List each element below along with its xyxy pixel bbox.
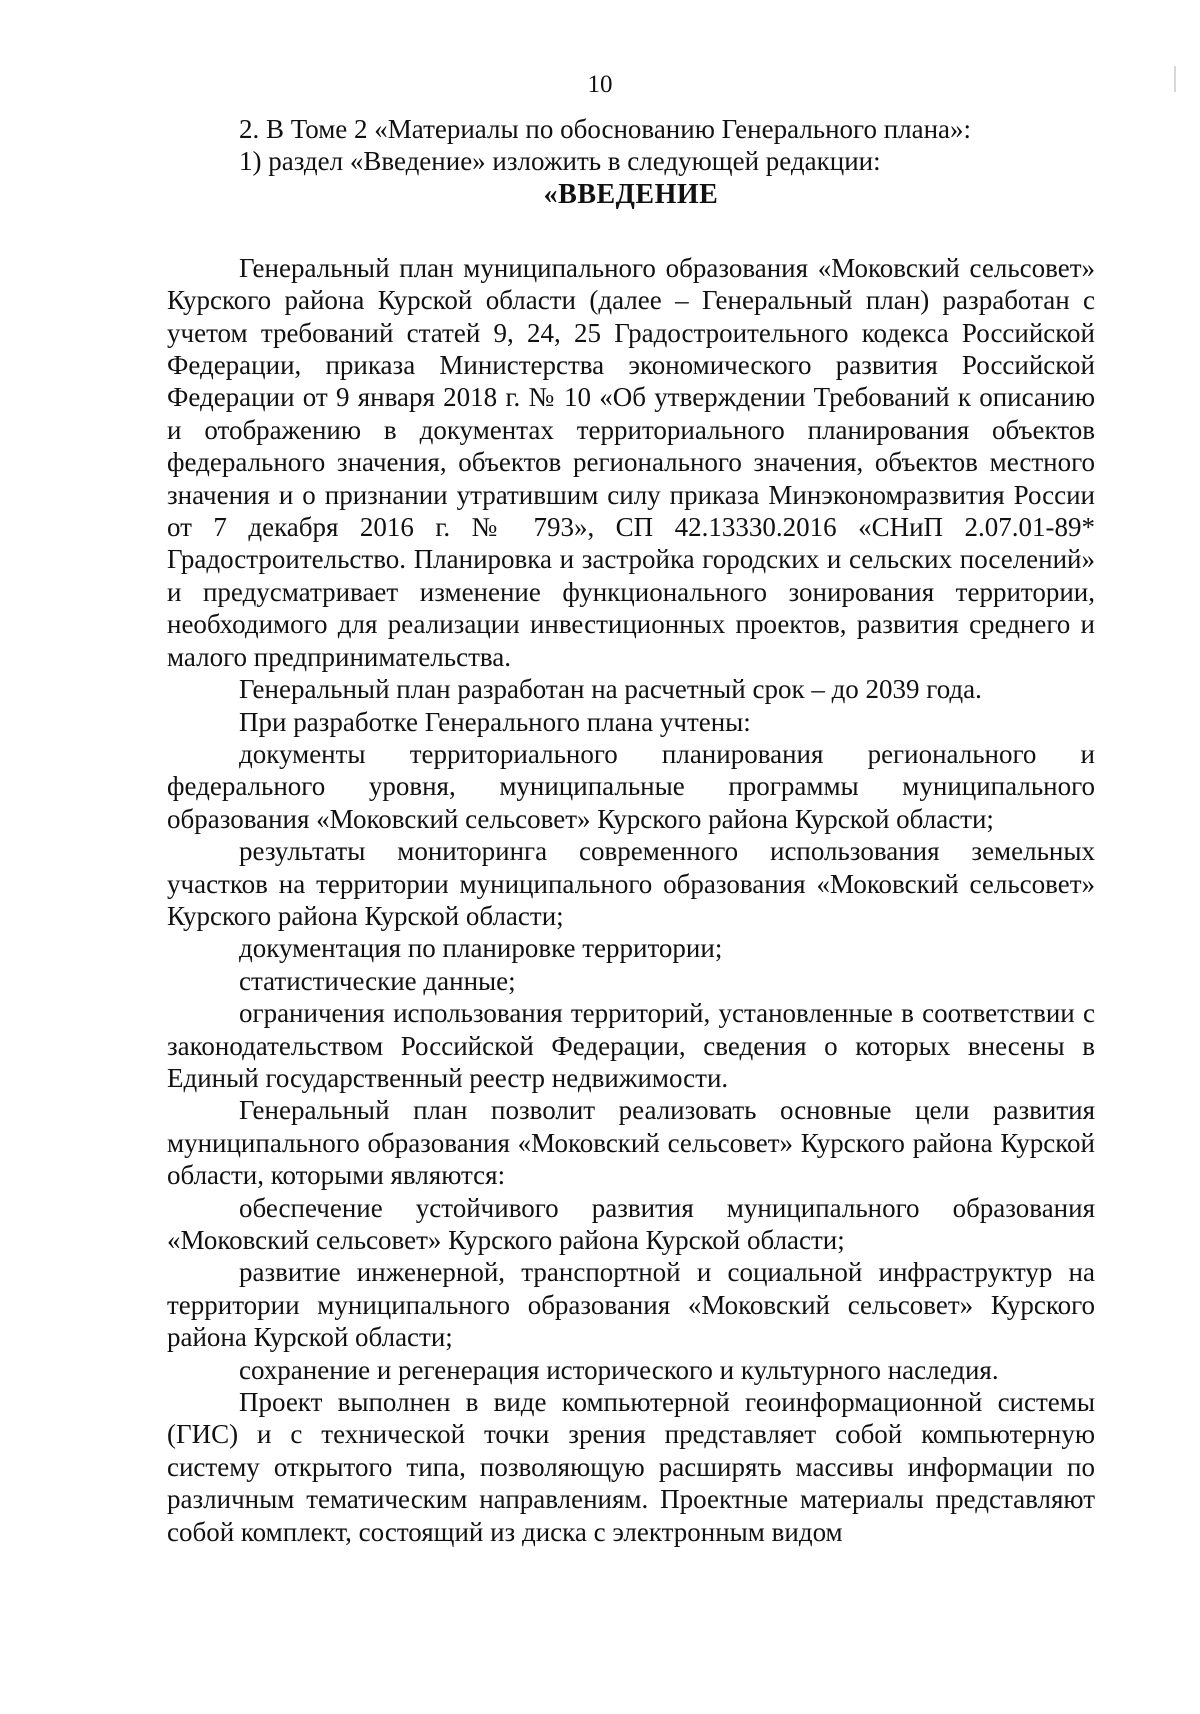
list-item-territory-restrictions: ограничения использования территорий, установленные в соответствии с законодательством Российской Федерации, сведения о которых внесены в Единый государственный реестр недвижимости. <box>167 998 1095 1093</box>
paragraph-calculation-period: Генеральный план разработан на расчетный срок – до 2039 года. <box>239 674 982 705</box>
paragraph-considered-list-intro: При разработке Генерального плана учтены: <box>239 706 751 737</box>
list-item-monitoring-results: результаты мониторинга современного использования земельных участков на территории муниципального образования «Моковский сельсовет» Курского района Курской области; <box>167 836 1095 931</box>
document-body <box>167 113 1095 1548</box>
list-item-planning-documents: документы территориального планирования регионального и федерального уровня, муниципальные программы муниципального образования «Моковский сельсовет» Курского района Курской области; <box>167 738 1095 834</box>
list-item-planning-documentation: документация по планировке территории; <box>239 933 723 964</box>
heading-spacer <box>167 212 1095 252</box>
page-number: 10 <box>587 71 613 98</box>
list-item-heritage-preservation: сохранение и регенерация исторического и культурного наследия. <box>239 1354 999 1385</box>
section-heading: «ВВЕДЕНИЕ <box>543 178 719 210</box>
list-item-infrastructure-development: развитие инженерной, транспортной и социальной инфраструктур на территории муниципального образования «Моковский сельсовет» Курского района Курской области; <box>167 1257 1095 1353</box>
list-item-sustainable-development: обеспечение устойчивого развития муниципального образования «Моковский сельсовет» Курского района Курской области; <box>167 1192 1095 1255</box>
intro-line-volume: 2. В Томе 2 «Материалы по обоснованию Генерального плана»: <box>239 114 972 144</box>
paragraph-development-goals: Генеральный план позволит реализовать основные цели развития муниципального образования «Моковский сельсовет» Курского района Курской области, которыми являются: <box>167 1095 1095 1191</box>
intro-line-section: 1) раздел «Введение» изложить в следующей редакции: <box>239 146 881 177</box>
paragraph-general-plan-basis: Генеральный план муниципального образования «Моковский сельсовет» Курского района Курской области (далее – Генеральный план) разработан с учетом требований статей 9, 24, 25 Градостроительного кодекса Российской Федерации, приказа Министерства экономического развития Российской Федерации от 9 января 2018 г. № 10 «Об утверждении Требований к описанию и отображению в документах территориального планирования объектов федерального значения, объектов регионального значения, объектов местного значения и о признании утратившим силу приказа Минэкономразвития России от 7 декабря 2016 г. № 793», СП 42.13330.2016 «СНиП 2.07.01-89* Градостроительство. Планировка и застройка городских и сельских поселений» и предусматривает изменение функционального зонирования территории, необходимого для реализации инвестиционных проектов, развития среднего и малого предпринимательства. <box>167 252 1095 672</box>
list-item-statistical-data: статистические данные; <box>239 965 516 996</box>
paragraph-gis-project: Проект выполнен в виде компьютерной геоинформационной системы (ГИС) и с технической точки зрения представляет собой компьютерную систему открытого типа, позволяющую расширять массивы информации по различным тематическим направлениям. Проектные материалы представляют собой комплект, состоящий из диска с электронным видом <box>167 1387 1095 1547</box>
